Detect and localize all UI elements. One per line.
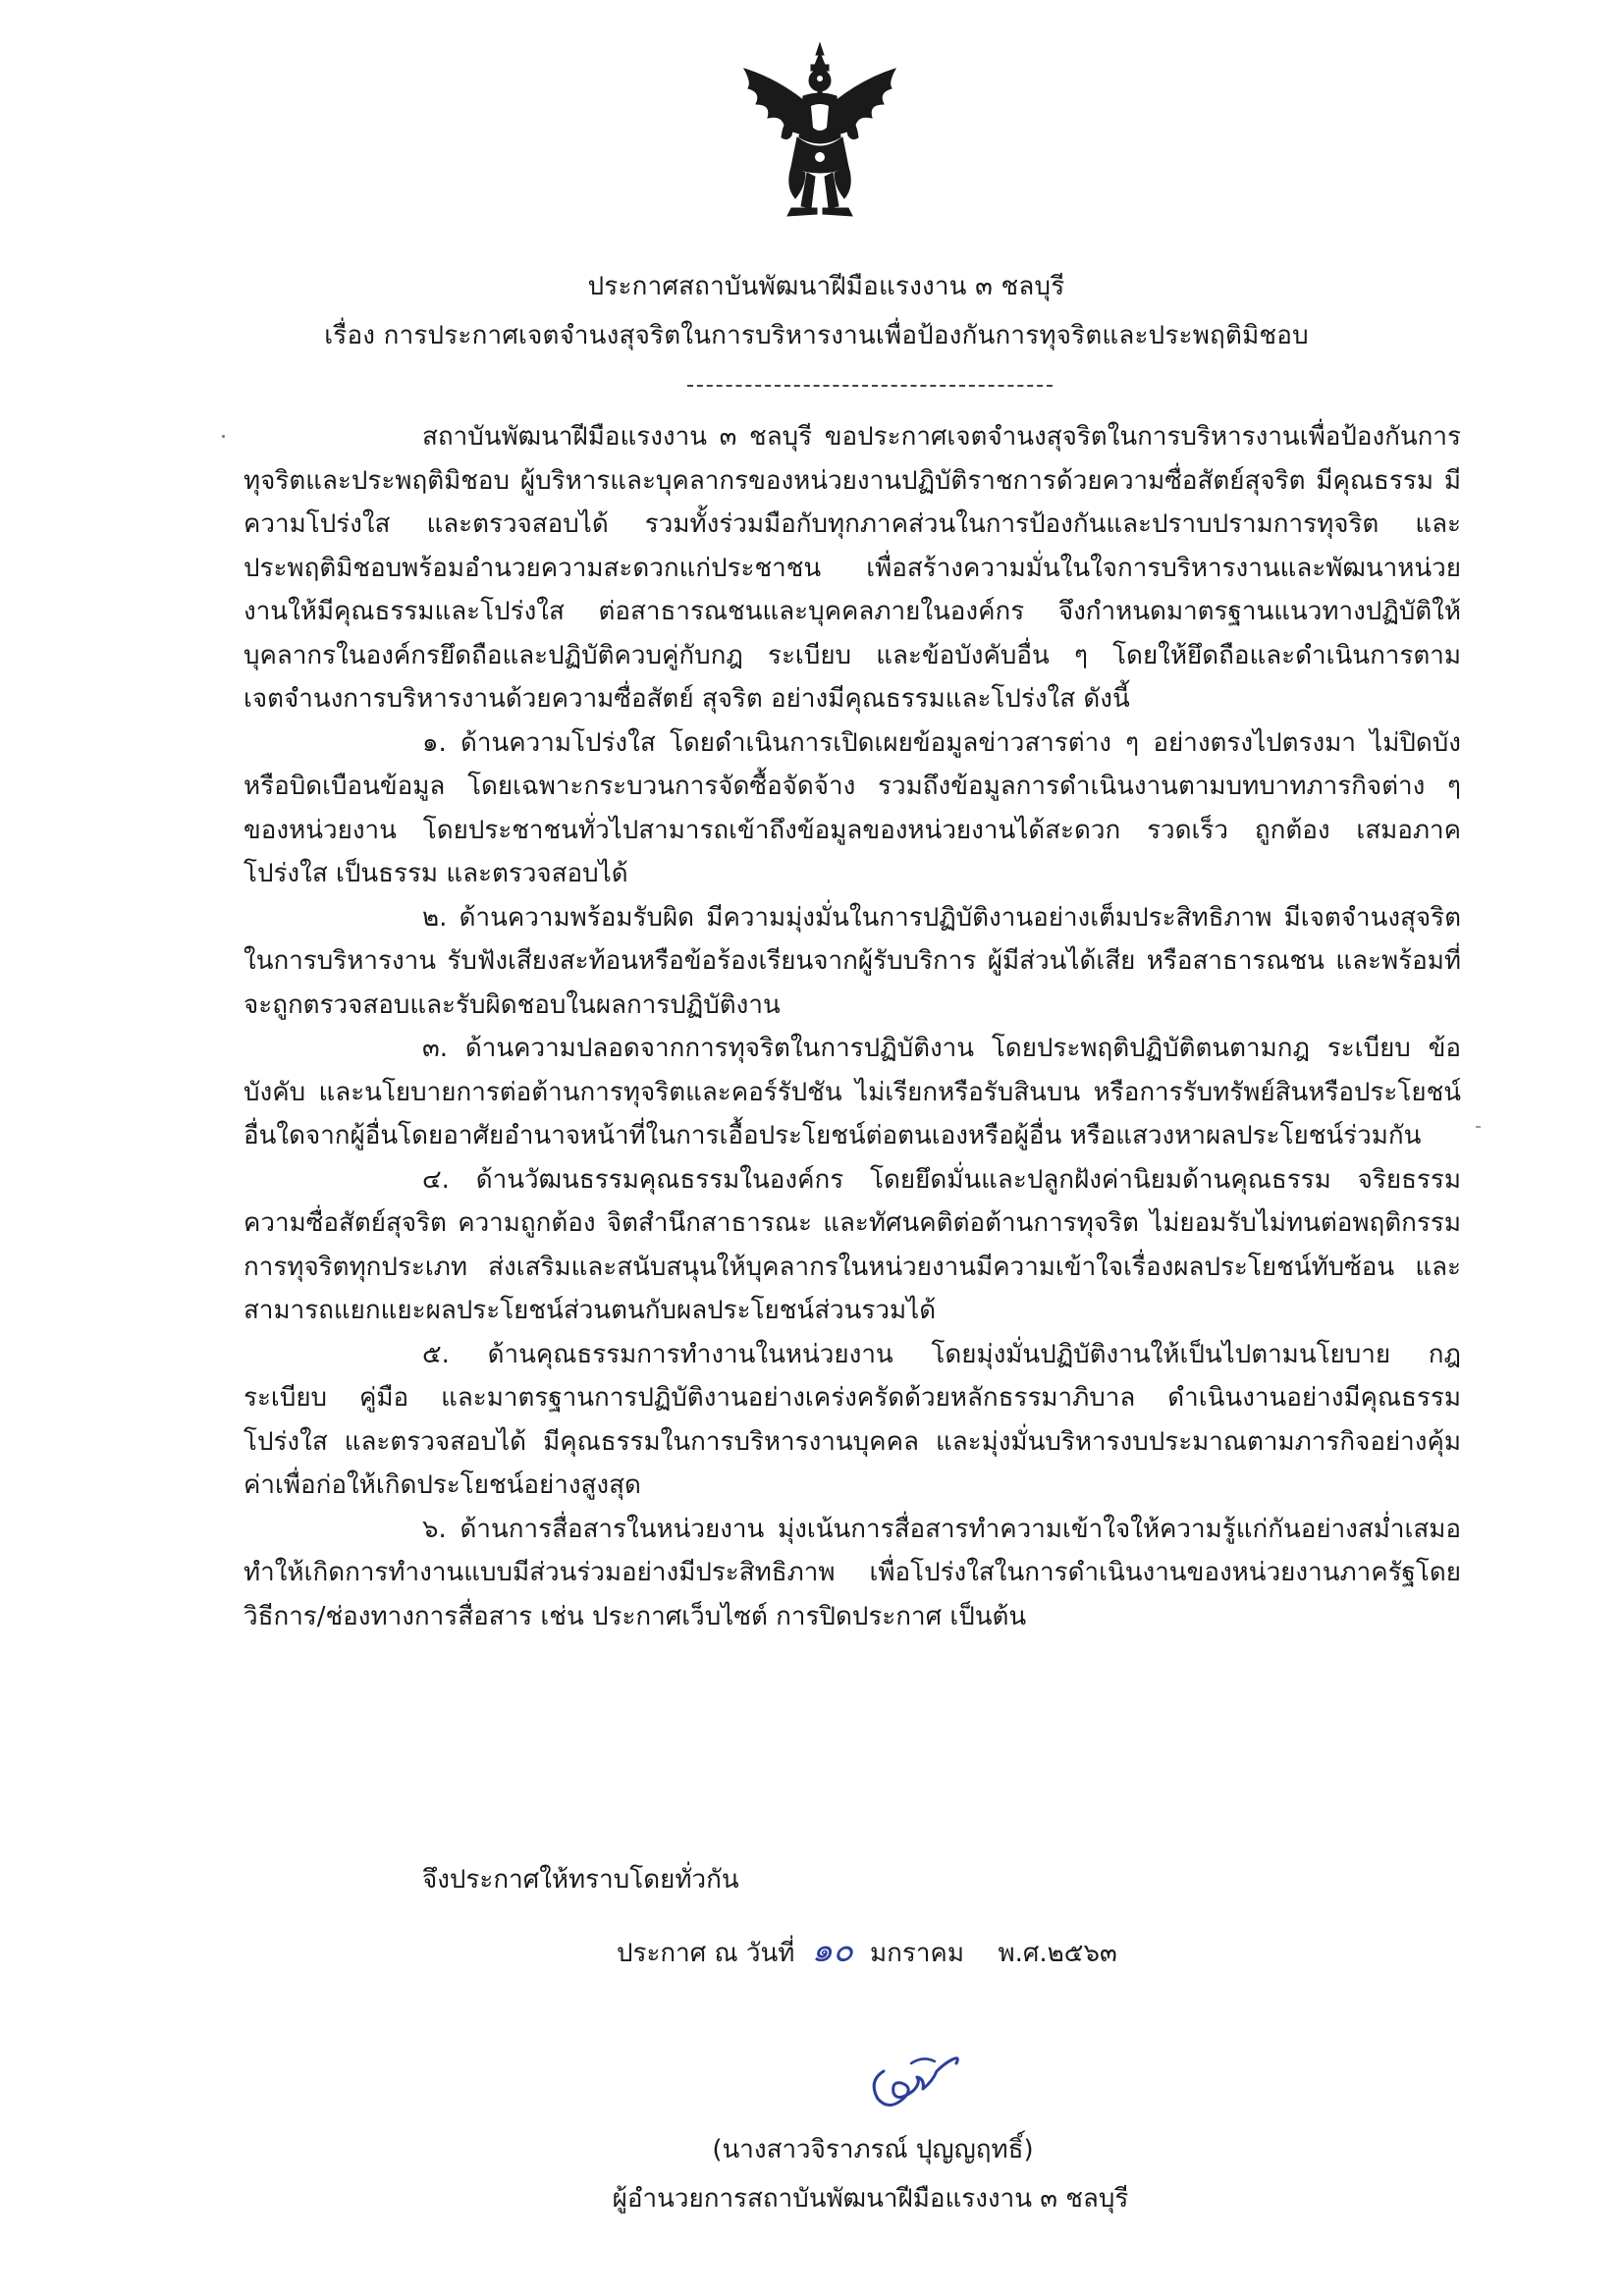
item-communication: ๖. ด้านการสื่อสารในหน่วยงาน มุ่งเน้นการสื่อสารทำความเข้าใจให้ความรู้แก่กันอย่างสม่ำเสมอทำให้เกิดการทำงานแบบมีส่วนร่วมอย่างมีประสิทธิภาพ เพื่อโปร่งใสในการดำเนินงานของหน่วยงานภาครัฐโดยวิธีการ/ช่องทางการสื่อสาร เช่น ประกาศเว็บไซต์ การปิดประกาศ เป็นต้น bbox=[243, 1514, 1461, 1631]
announcement-date bbox=[617, 1929, 1117, 1975]
announcement-subject: เรื่อง การประกาศเจตจำนงสุจริตในการบริหารงานเพื่อป้องกันการทุจริตและประพฤติมิชอบ bbox=[324, 321, 1309, 350]
scan-speck bbox=[222, 435, 225, 438]
heading-divider bbox=[687, 385, 1053, 387]
intro-paragraph: สถาบันพัฒนาฝีมือแรงงาน ๓ ชลบุรี ขอประกาศเจตจำนงสุจริตในการบริหารงานเพื่อป้องกันการทุจริตและประพฤติมิชอบ ผู้บริหารและบุคลากรของหน่วยงานปฏิบัติราชการด้วยความซื่อสัตย์สุจริต มีคุณธรรม มีความโปร่งใส และตรวจสอบได้ รวมทั้งร่วมมือกับทุกภาคส่วนในการป้องกันและปราบปรามการทุจริต และประพฤติมิชอบพร้อมอำนวยความสะดวกแก่ประชาชน เพื่อสร้างความมั่นในใจการบริหารงานและพัฒนาหน่วยงานให้มีคุณธรรมและโปร่งใส ต่อสาธารณชนและบุคคลภายในองค์กร จึงกำหนดมาตรฐานแนวทางปฏิบัติให้บุคลากรในองค์กรยึดถือและปฏิบัติควบคู่กับกฎ ระเบียบ และข้อบังคับอื่น ๆ โดยให้ยึดถือและดำเนินการตามเจตจำนงการบริหารงานด้วยความซื่อสัตย์ สุจริต อย่างมีคุณธรรมและโปร่งใส ดังนี้ bbox=[243, 422, 1461, 714]
date-month: มกราคม bbox=[869, 1939, 964, 1968]
announcement-body bbox=[243, 415, 1461, 1638]
item-work-ethics: ๕. ด้านคุณธรรมการทำงานในหน่วยงาน โดยมุ่งมั่นปฏิบัติงานให้เป็นไปตามนโยบาย กฎ ระเบียบ คู่มือ และมาตรฐานการปฏิบัติงานอย่างเคร่งครัดด้วยหลักธรรมาภิบาล ดำเนินงานอย่างมีคุณธรรม โปร่งใส และตรวจสอบได้ มีคุณธรรมในการบริหารงานบุคคล และมุ่งมั่นบริหารงบประมาณตามภารกิจอย่างคุ้มค่าเพื่อก่อให้เกิดประโยชน์อย่างสูงสุด bbox=[243, 1339, 1461, 1500]
closing-statement: จึงประกาศให้ทราบโดยทั่วกัน bbox=[422, 1865, 739, 1895]
item-transparency: ๑. ด้านความโปร่งใส โดยดำเนินการเปิดเผยข้อมูลข่าวสารต่าง ๆ อย่างตรงไปตรงมา ไม่ปิดบัง หรือบิดเบือนข้อมูล โดยเฉพาะกระบวนการจัดซื้อจัดจ้าง รวมถึงข้อมูลการดำเนินงานตามบทบาทภารกิจต่าง ๆ ของหน่วยงาน โดยประชาชนทั่วไปสามารถเข้าถึงข้อมูลของหน่วยงานได้สะดวก รวดเร็ว ถูกต้อง เสมอภาค โปร่งใส เป็นธรรม และตรวจสอบได้ bbox=[243, 727, 1461, 888]
date-day-handwritten: ๑๐ bbox=[811, 1931, 853, 1970]
item-corruption-free: ๓. ด้านความปลอดจากการทุจริตในการปฏิบัติงาน โดยประพฤติปฏิบัติตนตามกฎ ระเบียบ ข้อบังคับ และนโยบายการต่อต้านการทุจริตและคอร์รัปชัน ไม่เรียกหรือรับสินบน หรือการรับทรัพย์สินหรือประโยชน์อื่นใดจากผู้อื่นโดยอาศัยอำนาจหน้าที่ในการเอื้อประโยชน์ต่อตนเองหรือผู้อื่น หรือแสวงหาผลประโยชน์ร่วมกัน bbox=[243, 1034, 1461, 1150]
item-accountability: ๒. ด้านความพร้อมรับผิด มีความมุ่งมั่นในการปฏิบัติงานอย่างเต็มประสิทธิภาพ มีเจตจำนงสุจริตในการบริหารงาน รับฟังเสียงสะท้อนหรือข้อร้องเรียนจากผู้รับบริการ ผู้มีส่วนได้เสีย หรือสาธารณชน และพร้อมที่จะถูกตรวจสอบและรับผิดชอบในผลการปฏิบัติงาน bbox=[243, 902, 1461, 1020]
date-year: พ.ศ.๒๕๖๓ bbox=[998, 1939, 1117, 1968]
date-prefix: ประกาศ ณ วันที่ bbox=[617, 1939, 795, 1968]
garuda-emblem-icon bbox=[727, 39, 913, 226]
announcement-title: ประกาศสถาบันพัฒนาฝีมือแรงงาน ๓ ชลบุรี bbox=[587, 272, 1065, 301]
signer-position: ผู้อำนวยการสถาบันพัฒนาฝีมือแรงงาน ๓ ชลบุรี bbox=[612, 2184, 1129, 2214]
handwritten-signature-icon bbox=[854, 2042, 972, 2120]
item-integrity-culture: ๔. ด้านวัฒนธรรมคุณธรรมในองค์กร โดยยึดมั่นและปลูกฝังค่านิยมด้านคุณธรรม จริยธรรม ความซื่อสัตย์สุจริต ความถูกต้อง จิตสำนึกสาธารณะ และทัศนคติต่อต้านการทุจริต ไม่ยอมรับไม่ทนต่อพฤติกรรมการทุจริตทุกประเภท ส่งเสริมและสนับสนุนให้บุคลากรในหน่วยงานมีความเข้าใจเรื่องผลประโยชน์ทับซ้อน และสามารถแยกแยะผลประโยชน์ส่วนตนกับผลประโยชน์ส่วนรวมได้ bbox=[243, 1164, 1461, 1325]
scan-speck bbox=[1476, 1126, 1481, 1128]
signer-name: (นางสาวจิราภรณ์ ปุญญฤทธิ์) bbox=[712, 2135, 1034, 2164]
